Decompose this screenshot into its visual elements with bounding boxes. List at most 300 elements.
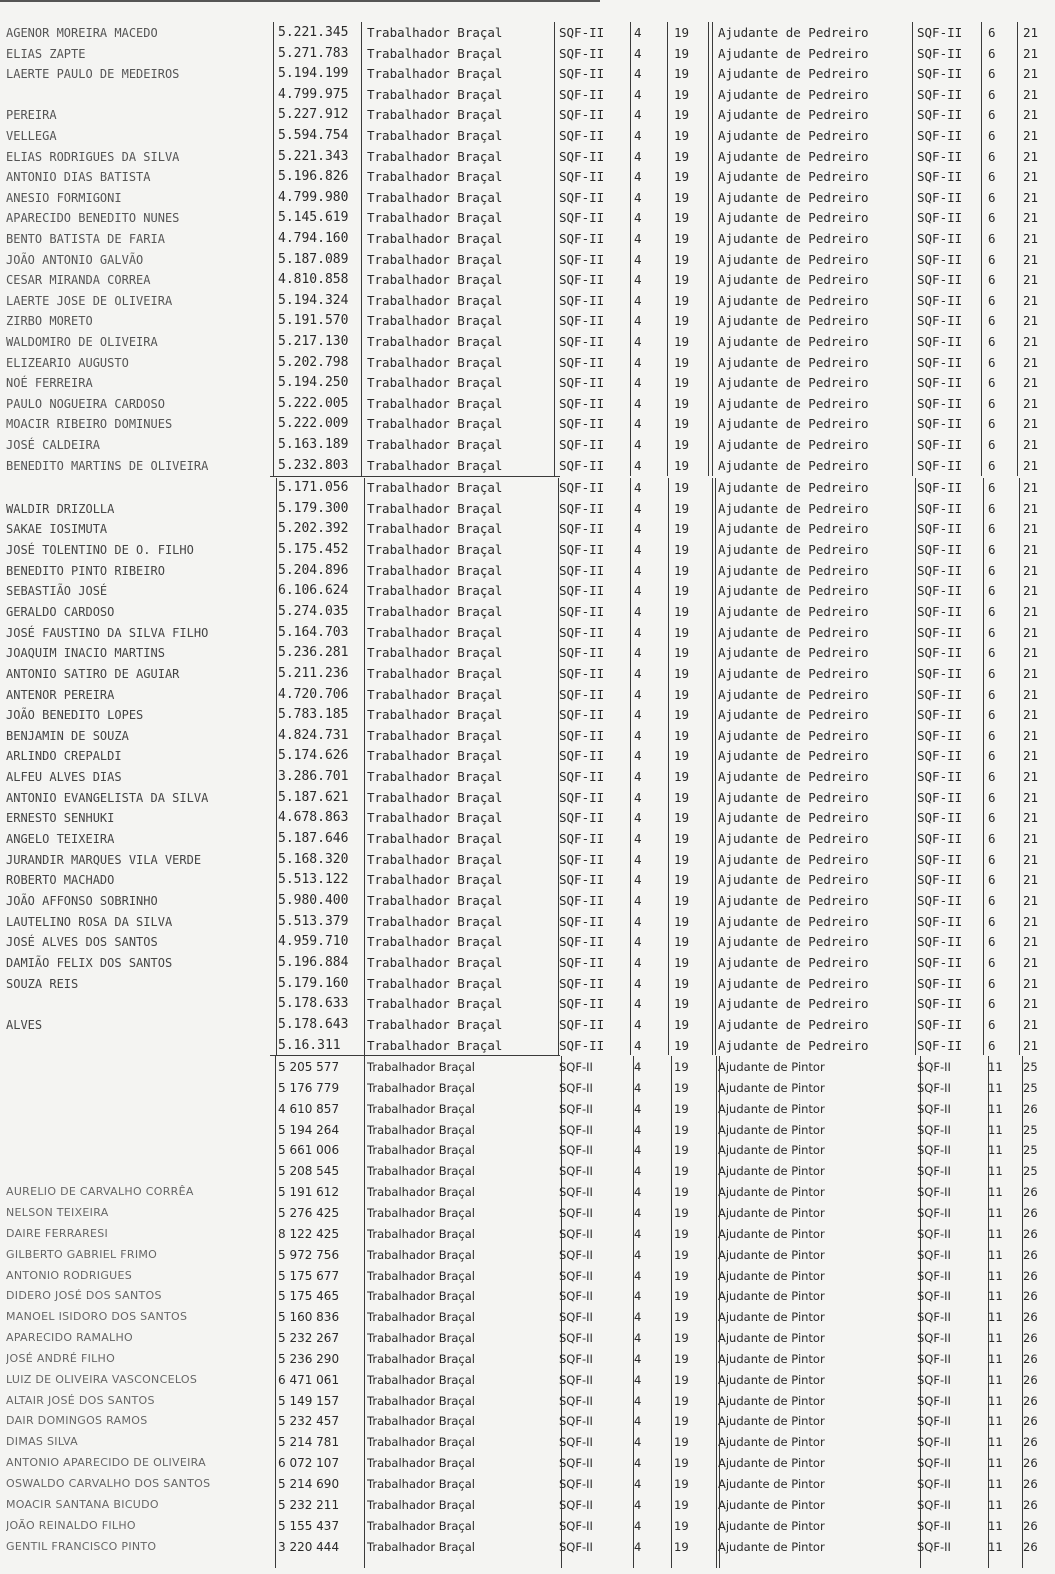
new-classification: SQF-II xyxy=(917,1185,951,1200)
new-role: Ajudante de Pedreiro xyxy=(718,128,869,143)
new-reference: 21 xyxy=(1023,457,1039,473)
current-level: 4 xyxy=(634,1456,642,1471)
current-role: Trabalhador Braçal xyxy=(367,66,503,82)
table-row xyxy=(0,994,1055,1015)
new-level: 11 xyxy=(988,1268,1003,1283)
new-reference: 26 xyxy=(1023,1226,1038,1241)
new-classification: SQF-II xyxy=(917,1226,951,1241)
current-classification: SQF-II xyxy=(559,457,605,473)
new-level: 6 xyxy=(988,1037,996,1053)
employee-name: SEBASTIÃO JOSÉ xyxy=(6,584,108,599)
current-classification: SQF-II xyxy=(559,810,605,826)
table-row xyxy=(0,1516,1055,1537)
registration-number: 5.594.754 xyxy=(278,128,349,143)
new-role: Ajudante de Pedreiro xyxy=(718,375,869,391)
employee-name: JOSÉ CALDEIRA xyxy=(6,438,100,452)
current-classification: SQF-II xyxy=(559,851,605,867)
new-level: 11 xyxy=(988,1372,1003,1387)
registration-number: 5.227.912 xyxy=(278,107,349,123)
current-classification: SQF-II xyxy=(559,500,605,516)
registration-number: 4 610 857 xyxy=(278,1101,340,1116)
table-row xyxy=(0,664,1055,685)
new-role: Ajudante de Pedreiro xyxy=(718,272,869,288)
current-role: Trabalhador Braçal xyxy=(367,1205,475,1220)
registration-number: 5.187.646 xyxy=(278,831,349,847)
registration-number: 5.217.130 xyxy=(278,334,349,349)
new-role: Ajudante de Pintor xyxy=(718,1414,825,1429)
current-reference: 19 xyxy=(674,603,690,619)
new-level: 6 xyxy=(988,500,996,516)
new-classification: SQF-II xyxy=(917,1016,963,1032)
current-classification: SQF-II xyxy=(559,1497,593,1512)
new-reference: 26 xyxy=(1023,1518,1038,1533)
employee-name: ANGELO TEIXEIRA xyxy=(6,832,115,847)
table-row xyxy=(0,1099,1055,1120)
current-level: 4 xyxy=(634,1331,642,1346)
current-level: 4 xyxy=(634,645,642,661)
current-role: Trabalhador Braçal xyxy=(367,25,503,40)
current-reference: 19 xyxy=(674,66,690,82)
current-role: Trabalhador Braçal xyxy=(367,1122,475,1137)
current-reference: 19 xyxy=(674,1289,689,1304)
current-reference: 19 xyxy=(674,1016,690,1032)
new-role: Ajudante de Pintor xyxy=(718,1164,825,1179)
new-classification: SQF-II xyxy=(917,1518,951,1533)
top-rule xyxy=(0,0,600,2)
new-classification: SQF-II xyxy=(917,1351,951,1366)
current-role: Trabalhador Braçal xyxy=(367,1060,475,1074)
current-level: 4 xyxy=(634,913,642,929)
new-classification: SQF-II xyxy=(917,1060,951,1074)
table-row xyxy=(0,581,1055,602)
new-reference: 21 xyxy=(1023,313,1039,329)
new-classification: SQF-II xyxy=(917,231,963,246)
current-level: 4 xyxy=(634,769,642,785)
current-classification: SQF-II xyxy=(559,1185,593,1200)
current-classification: SQF-II xyxy=(559,769,605,785)
current-role: Trabalhador Braçal xyxy=(367,251,503,267)
table-row xyxy=(0,373,1055,394)
new-classification: SQF-II xyxy=(917,934,963,950)
new-role: Ajudante de Pintor xyxy=(718,1226,825,1241)
new-reference: 21 xyxy=(1023,128,1039,143)
employee-name: ROBERTO MACHADO xyxy=(6,873,115,888)
new-classification: SQF-II xyxy=(917,1268,951,1283)
registration-number: 4.678.863 xyxy=(278,810,349,826)
employee-name: JOÃO REINALDO FILHO xyxy=(6,1518,136,1532)
table-row xyxy=(0,1015,1055,1036)
current-level: 4 xyxy=(634,831,642,847)
new-classification: SQF-II xyxy=(917,831,963,847)
employee-name: DAMIÃO FELIX DOS SANTOS xyxy=(6,955,173,970)
new-role: Ajudante de Pedreiro xyxy=(718,521,869,537)
new-level: 6 xyxy=(988,707,996,723)
current-reference: 19 xyxy=(674,395,690,411)
new-reference: 21 xyxy=(1023,334,1039,349)
new-level: 6 xyxy=(988,541,996,557)
new-level: 6 xyxy=(988,996,996,1012)
current-classification: SQF-II xyxy=(559,169,605,185)
table-row xyxy=(0,726,1055,747)
current-classification: SQF-II xyxy=(559,748,605,764)
new-level: 6 xyxy=(988,748,996,764)
table-row xyxy=(0,870,1055,891)
current-classification: SQF-II xyxy=(559,66,605,82)
current-reference: 19 xyxy=(674,1164,689,1179)
new-classification: SQF-II xyxy=(917,148,963,164)
employee-name: ANTONIO SATIRO DE AGUIAR xyxy=(6,666,180,681)
table-row xyxy=(0,891,1055,912)
new-classification: SQF-II xyxy=(917,624,963,640)
employee-name: JOAQUIM INACIO MARTINS xyxy=(6,646,165,661)
current-level: 4 xyxy=(634,1101,642,1116)
current-role: Trabalhador Braçal xyxy=(367,645,503,661)
employee-name: BENJAMIN DE SOUZA xyxy=(6,728,129,743)
registration-number: 5 232 457 xyxy=(278,1414,340,1429)
new-level: 11 xyxy=(988,1414,1003,1429)
current-role: Trabalhador Braçal xyxy=(367,1518,475,1533)
registration-number: 5.980.400 xyxy=(278,893,349,908)
employee-name: ANTENOR PEREIRA xyxy=(6,687,115,702)
current-role: Trabalhador Braçal xyxy=(367,686,503,702)
table-row xyxy=(0,808,1055,829)
table-row xyxy=(0,291,1055,312)
table-row xyxy=(0,394,1055,415)
current-classification: SQF-II xyxy=(559,645,605,661)
current-reference: 19 xyxy=(674,457,690,473)
table-row xyxy=(0,1120,1055,1141)
new-reference: 21 xyxy=(1023,66,1039,82)
new-reference: 26 xyxy=(1023,1393,1038,1408)
current-reference: 19 xyxy=(674,872,690,888)
new-level: 6 xyxy=(988,1016,996,1032)
new-role: Ajudante de Pedreiro xyxy=(718,541,869,557)
table-row xyxy=(0,270,1055,291)
new-classification: SQF-II xyxy=(917,1205,951,1220)
current-reference: 19 xyxy=(674,354,690,370)
employee-name: JOSÉ ANDRÉ FILHO xyxy=(6,1351,116,1365)
table-row xyxy=(0,478,1055,499)
new-level: 6 xyxy=(988,727,996,743)
new-level: 11 xyxy=(988,1080,1003,1095)
new-classification: SQF-II xyxy=(917,1435,951,1450)
employee-name: JOÃO BENEDITO LOPES xyxy=(6,708,144,723)
employee-name: ANTONIO EVANGELISTA DA SILVA xyxy=(6,790,209,805)
current-level: 4 xyxy=(634,1372,642,1387)
registration-number: 5.171.056 xyxy=(278,480,349,495)
employee-name: DIDERO JOSÉ DOS SANTOS xyxy=(6,1289,162,1303)
current-role: Trabalhador Braçal xyxy=(367,1393,475,1408)
new-reference: 25 xyxy=(1023,1143,1038,1158)
current-reference: 19 xyxy=(674,25,690,40)
new-level: 11 xyxy=(988,1497,1003,1512)
new-reference: 21 xyxy=(1023,148,1039,164)
new-reference: 26 xyxy=(1023,1101,1038,1116)
current-role: Trabalhador Braçal xyxy=(367,1037,503,1053)
current-role: Trabalhador Braçal xyxy=(367,457,503,473)
current-level: 4 xyxy=(634,66,642,82)
new-level: 11 xyxy=(988,1060,1003,1074)
table-row xyxy=(0,1266,1055,1287)
new-role: Ajudante de Pintor xyxy=(718,1310,825,1325)
current-role: Trabalhador Braçal xyxy=(367,1331,475,1346)
new-level: 11 xyxy=(988,1185,1003,1200)
employee-name: MANOEL ISIDORO DOS SANTOS xyxy=(6,1310,188,1324)
registration-number: 3 220 444 xyxy=(278,1539,340,1554)
registration-number: 5.175.452 xyxy=(278,541,349,557)
registration-number: 4.824.731 xyxy=(278,727,349,743)
new-classification: SQF-II xyxy=(917,500,963,516)
current-reference: 19 xyxy=(674,1226,689,1241)
current-reference: 19 xyxy=(674,851,690,867)
current-level: 4 xyxy=(634,954,642,970)
table-row xyxy=(0,974,1055,995)
table-row xyxy=(0,1057,1055,1078)
new-reference: 21 xyxy=(1023,624,1039,640)
current-reference: 19 xyxy=(674,583,690,599)
new-classification: SQF-II xyxy=(917,913,963,929)
registration-number: 6.106.624 xyxy=(278,583,349,599)
current-reference: 19 xyxy=(674,1414,689,1429)
current-role: Trabalhador Braçal xyxy=(367,872,503,888)
current-level: 4 xyxy=(634,1226,642,1241)
new-level: 11 xyxy=(988,1289,1003,1304)
new-classification: SQF-II xyxy=(917,375,963,391)
current-level: 4 xyxy=(634,1539,642,1554)
new-reference: 21 xyxy=(1023,872,1039,888)
current-reference: 19 xyxy=(674,292,690,308)
new-role: Ajudante de Pintor xyxy=(718,1247,825,1262)
new-role: Ajudante de Pedreiro xyxy=(718,686,869,702)
current-level: 4 xyxy=(634,251,642,267)
table-row xyxy=(0,767,1055,788)
employee-name: APARECIDO BENEDITO NUNES xyxy=(6,211,180,226)
new-level: 6 xyxy=(988,934,996,950)
new-reference: 21 xyxy=(1023,1037,1039,1053)
current-reference: 19 xyxy=(674,707,690,723)
current-level: 4 xyxy=(634,1310,642,1325)
employee-name: ALTAIR JOSÉ DOS SANTOS xyxy=(6,1393,155,1407)
table-row xyxy=(0,353,1055,374)
new-level: 11 xyxy=(988,1226,1003,1241)
new-level: 6 xyxy=(988,313,996,329)
new-role: Ajudante de Pedreiro xyxy=(718,210,869,226)
registration-number: 5 208 545 xyxy=(278,1164,340,1179)
current-reference: 19 xyxy=(674,1185,689,1200)
current-classification: SQF-II xyxy=(559,128,605,143)
current-level: 4 xyxy=(634,480,642,495)
new-classification: SQF-II xyxy=(917,1393,951,1408)
new-classification: SQF-II xyxy=(917,583,963,599)
employee-name: AURELIO DE CARVALHO CORRÊA xyxy=(6,1185,194,1199)
current-reference: 19 xyxy=(674,541,690,557)
new-classification: SQF-II xyxy=(917,272,963,288)
current-role: Trabalhador Braçal xyxy=(367,1539,475,1554)
current-reference: 19 xyxy=(674,1518,689,1533)
new-role: Ajudante de Pedreiro xyxy=(718,395,869,411)
current-role: Trabalhador Braçal xyxy=(367,1497,475,1512)
current-reference: 19 xyxy=(674,1497,689,1512)
current-classification: SQF-II xyxy=(559,872,605,888)
current-level: 4 xyxy=(634,1060,642,1074)
current-role: Trabalhador Braçal xyxy=(367,831,503,847)
table-row xyxy=(0,643,1055,664)
new-role: Ajudante de Pedreiro xyxy=(718,789,869,805)
employee-name: ZIRBO MORETO xyxy=(6,314,93,329)
table-row xyxy=(0,1307,1055,1328)
new-classification: SQF-II xyxy=(917,1164,951,1179)
current-role: Trabalhador Braçal xyxy=(367,727,503,743)
new-level: 11 xyxy=(988,1435,1003,1450)
current-level: 4 xyxy=(634,1414,642,1429)
new-level: 6 xyxy=(988,769,996,785)
new-role: Ajudante de Pintor xyxy=(718,1080,825,1095)
current-classification: SQF-II xyxy=(559,1268,593,1283)
current-role: Trabalhador Braçal xyxy=(367,748,503,764)
table-row xyxy=(0,414,1055,435)
registration-number: 5 149 157 xyxy=(278,1393,340,1408)
current-classification: SQF-II xyxy=(559,893,605,908)
new-level: 6 xyxy=(988,810,996,826)
current-level: 4 xyxy=(634,975,642,991)
current-classification: SQF-II xyxy=(559,1205,593,1220)
current-classification: SQF-II xyxy=(559,521,605,537)
current-classification: SQF-II xyxy=(559,416,605,432)
registration-number: 3.286.701 xyxy=(278,769,349,785)
new-reference: 21 xyxy=(1023,169,1039,185)
current-role: Trabalhador Braçal xyxy=(367,665,503,681)
new-level: 6 xyxy=(988,893,996,908)
new-role: Ajudante de Pedreiro xyxy=(718,665,869,681)
new-reference: 21 xyxy=(1023,665,1039,681)
current-reference: 19 xyxy=(674,128,690,143)
employee-name: SOUZA REIS xyxy=(6,976,79,991)
new-classification: SQF-II xyxy=(917,521,963,537)
table-row xyxy=(0,540,1055,561)
current-role: Trabalhador Braçal xyxy=(367,210,503,226)
registration-number: 5.191.570 xyxy=(278,313,349,329)
new-classification: SQF-II xyxy=(917,1122,951,1137)
new-reference: 26 xyxy=(1023,1247,1038,1262)
current-reference: 19 xyxy=(674,810,690,826)
new-classification: SQF-II xyxy=(917,1477,951,1491)
table-row xyxy=(0,1411,1055,1432)
table-row xyxy=(0,1453,1055,1474)
current-level: 4 xyxy=(634,416,642,432)
employee-name: NELSON TEIXEIRA xyxy=(6,1205,109,1219)
current-classification: SQF-II xyxy=(559,292,605,308)
registration-number: 4.720.706 xyxy=(278,686,349,702)
employee-name: JOSÉ FAUSTINO DA SILVA FILHO xyxy=(6,625,209,640)
current-role: Trabalhador Braçal xyxy=(367,148,503,164)
current-role: Trabalhador Braçal xyxy=(367,437,503,452)
registration-number: 5.145.619 xyxy=(278,210,349,226)
current-classification: SQF-II xyxy=(559,45,605,61)
current-reference: 19 xyxy=(674,1351,689,1366)
new-role: Ajudante de Pintor xyxy=(718,1497,825,1512)
table-row xyxy=(0,64,1055,85)
new-classification: SQF-II xyxy=(917,334,963,349)
new-reference: 26 xyxy=(1023,1185,1038,1200)
current-classification: SQF-II xyxy=(559,1164,593,1179)
current-classification: SQF-II xyxy=(559,1247,593,1262)
registration-number: 5.513.379 xyxy=(278,913,349,929)
registration-number: 5 236 290 xyxy=(278,1351,340,1366)
new-classification: SQF-II xyxy=(917,996,963,1012)
new-classification: SQF-II xyxy=(917,748,963,764)
registration-number: 5.202.798 xyxy=(278,354,349,370)
registration-number: 5.164.703 xyxy=(278,624,349,640)
current-reference: 19 xyxy=(674,1539,689,1554)
new-reference: 21 xyxy=(1023,210,1039,226)
registration-number: 5.204.896 xyxy=(278,562,349,578)
current-reference: 19 xyxy=(674,1456,689,1471)
current-level: 4 xyxy=(634,686,642,702)
current-classification: SQF-II xyxy=(559,975,605,991)
new-classification: SQF-II xyxy=(917,1414,951,1429)
current-reference: 19 xyxy=(674,727,690,743)
current-role: Trabalhador Braçal xyxy=(367,375,503,391)
new-reference: 21 xyxy=(1023,395,1039,411)
new-reference: 21 xyxy=(1023,603,1039,619)
current-reference: 19 xyxy=(674,148,690,164)
current-level: 4 xyxy=(634,457,642,473)
current-level: 4 xyxy=(634,707,642,723)
registration-number: 5.271.783 xyxy=(278,45,349,61)
current-level: 4 xyxy=(634,727,642,743)
current-level: 4 xyxy=(634,1185,642,1200)
current-reference: 19 xyxy=(674,1247,689,1262)
new-reference: 26 xyxy=(1023,1539,1038,1554)
current-reference: 19 xyxy=(674,313,690,329)
new-level: 6 xyxy=(988,189,996,205)
employee-name: SAKAE IOSIMUTA xyxy=(6,522,108,537)
registration-number: 5.222.009 xyxy=(278,416,349,432)
current-classification: SQF-II xyxy=(559,707,605,723)
current-classification: SQF-II xyxy=(559,1477,593,1491)
current-level: 4 xyxy=(634,789,642,805)
new-classification: SQF-II xyxy=(917,1372,951,1387)
new-reference: 21 xyxy=(1023,521,1039,537)
new-reference: 26 xyxy=(1023,1435,1038,1450)
new-level: 11 xyxy=(988,1122,1003,1137)
new-level: 6 xyxy=(988,913,996,929)
new-role: Ajudante de Pedreiro xyxy=(718,707,869,723)
current-role: Trabalhador Braçal xyxy=(367,624,503,640)
registration-number: 5.513.122 xyxy=(278,872,349,888)
new-role: Ajudante de Pedreiro xyxy=(718,583,869,599)
new-classification: SQF-II xyxy=(917,645,963,661)
current-level: 4 xyxy=(634,603,642,619)
current-level: 4 xyxy=(634,107,642,123)
registration-number: 5 661 006 xyxy=(278,1143,340,1158)
employee-name: ANTONIO DIAS BATISTA xyxy=(6,170,151,185)
registration-number: 5.783.185 xyxy=(278,707,349,723)
current-classification: SQF-II xyxy=(559,1060,593,1074)
table-row xyxy=(0,126,1055,147)
table-row xyxy=(0,932,1055,953)
current-reference: 19 xyxy=(674,975,690,991)
new-classification: SQF-II xyxy=(917,789,963,805)
current-reference: 19 xyxy=(674,375,690,391)
registration-number: 5.187.621 xyxy=(278,789,349,805)
new-classification: SQF-II xyxy=(917,354,963,370)
employee-name: GENTIL FRANCISCO PINTO xyxy=(6,1539,157,1553)
current-level: 4 xyxy=(634,86,642,102)
new-reference: 21 xyxy=(1023,25,1039,40)
registration-number: 5.194.199 xyxy=(278,66,349,82)
current-level: 4 xyxy=(634,354,642,370)
